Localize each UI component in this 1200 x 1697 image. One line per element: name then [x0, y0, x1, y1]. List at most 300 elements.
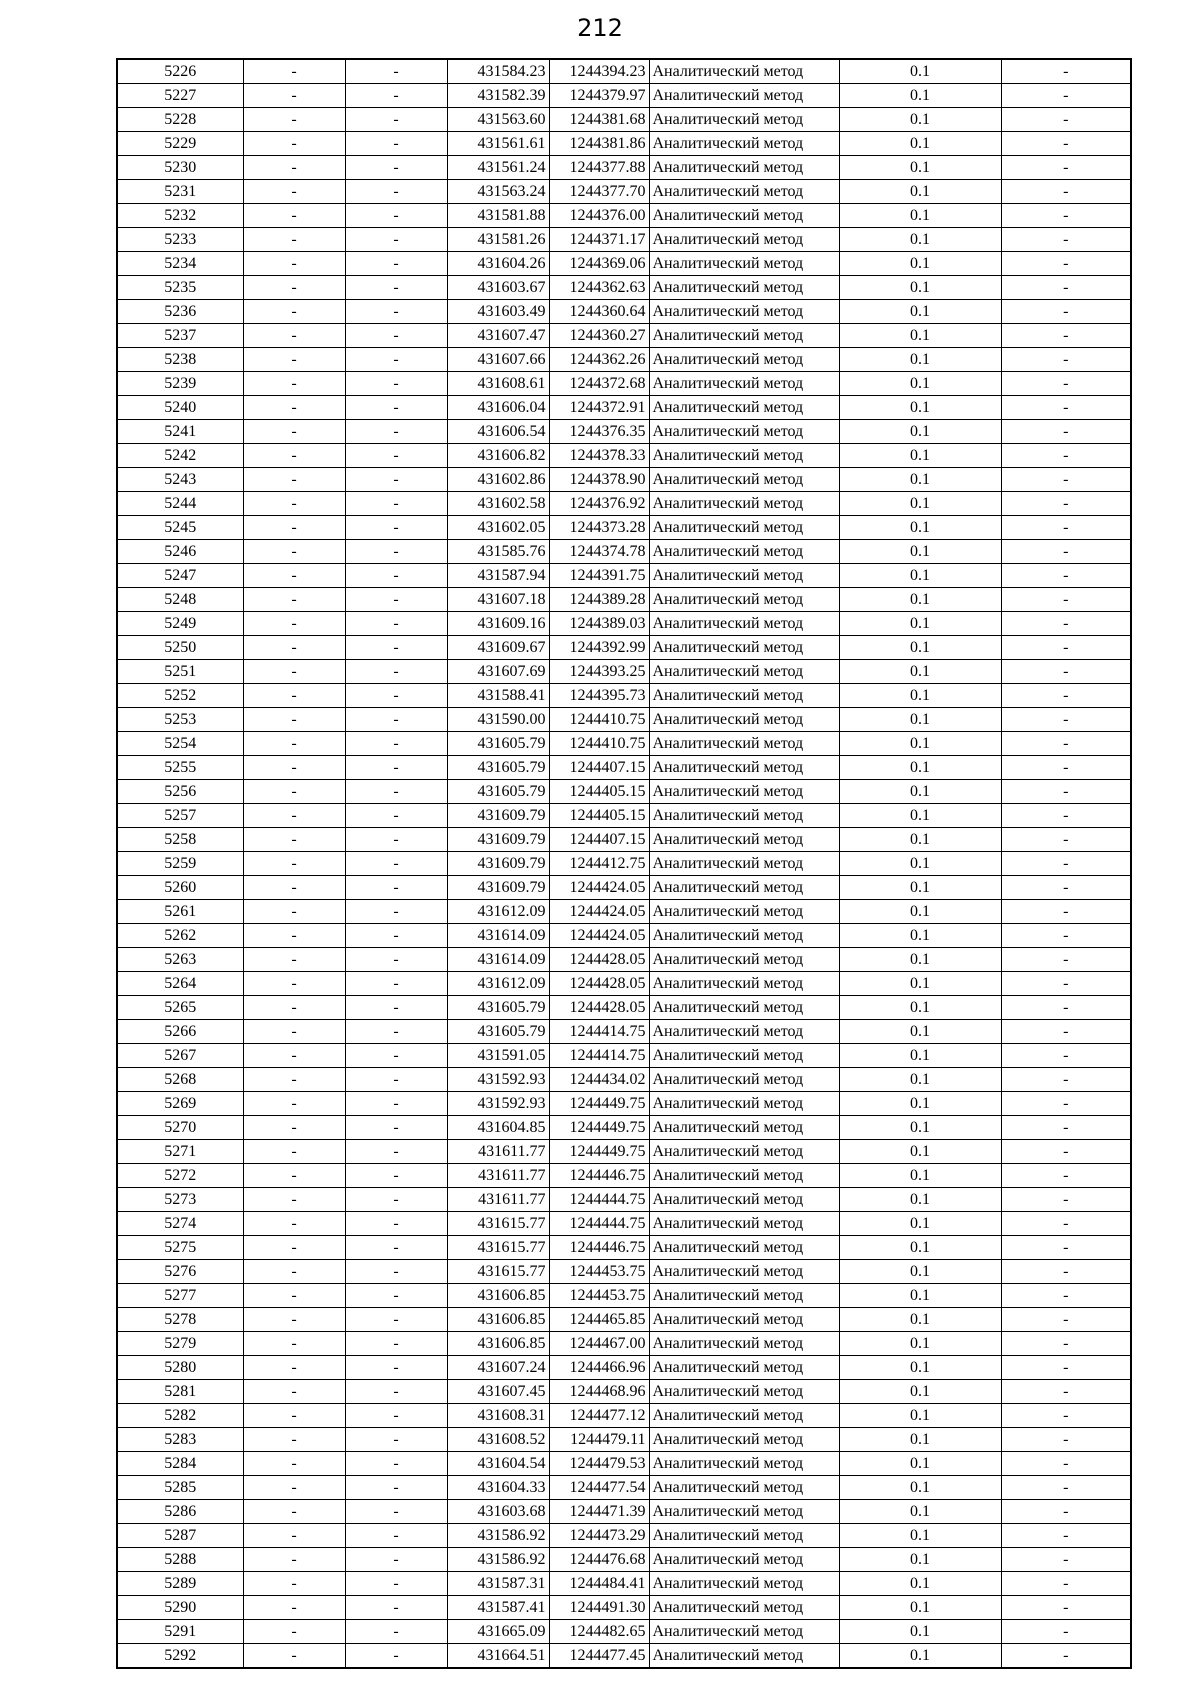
- point-number-cell: 5264: [117, 972, 243, 996]
- x-coordinate-cell: 431606.85: [447, 1284, 549, 1308]
- col8-cell: -: [1001, 59, 1131, 84]
- accuracy-cell: 0.1: [839, 492, 1001, 516]
- col3-cell: -: [345, 84, 447, 108]
- method-cell: Аналитический метод: [649, 828, 839, 852]
- table-row: [117, 540, 1131, 564]
- method-cell: Аналитический метод: [649, 1116, 839, 1140]
- point-number-cell: 5251: [117, 660, 243, 684]
- col2-cell: -: [243, 540, 345, 564]
- col3-cell: -: [345, 348, 447, 372]
- col3-cell: -: [345, 1404, 447, 1428]
- col8-cell: -: [1001, 900, 1131, 924]
- col8-cell: -: [1001, 564, 1131, 588]
- table-row: [117, 708, 1131, 732]
- col8-cell: -: [1001, 1188, 1131, 1212]
- col8-cell: -: [1001, 1428, 1131, 1452]
- col8-cell: -: [1001, 1260, 1131, 1284]
- table-row: [117, 1476, 1131, 1500]
- col3-cell: -: [345, 996, 447, 1020]
- y-coordinate-cell: 1244453.75: [549, 1260, 649, 1284]
- y-coordinate-cell: 1244424.05: [549, 876, 649, 900]
- col3-cell: -: [345, 1236, 447, 1260]
- y-coordinate-cell: 1244477.12: [549, 1404, 649, 1428]
- table-row: [117, 1020, 1131, 1044]
- col8-cell: -: [1001, 1596, 1131, 1620]
- x-coordinate-cell: 431603.67: [447, 276, 549, 300]
- method-cell: Аналитический метод: [649, 1380, 839, 1404]
- table-row: [117, 972, 1131, 996]
- method-cell: Аналитический метод: [649, 252, 839, 276]
- method-cell: Аналитический метод: [649, 564, 839, 588]
- table-row: [117, 1188, 1131, 1212]
- point-number-cell: 5280: [117, 1356, 243, 1380]
- col2-cell: -: [243, 1092, 345, 1116]
- col8-cell: -: [1001, 732, 1131, 756]
- col8-cell: -: [1001, 948, 1131, 972]
- x-coordinate-cell: 431604.85: [447, 1116, 549, 1140]
- table-row: [117, 1116, 1131, 1140]
- table-row: [117, 204, 1131, 228]
- y-coordinate-cell: 1244453.75: [549, 1284, 649, 1308]
- col2-cell: -: [243, 1044, 345, 1068]
- col3-cell: -: [345, 756, 447, 780]
- y-coordinate-cell: 1244473.29: [549, 1524, 649, 1548]
- col3-cell: -: [345, 1020, 447, 1044]
- col2-cell: -: [243, 1404, 345, 1428]
- x-coordinate-cell: 431606.04: [447, 396, 549, 420]
- col8-cell: -: [1001, 420, 1131, 444]
- table-row: [117, 372, 1131, 396]
- method-cell: Аналитический метод: [649, 972, 839, 996]
- col2-cell: -: [243, 828, 345, 852]
- point-number-cell: 5242: [117, 444, 243, 468]
- col8-cell: -: [1001, 1500, 1131, 1524]
- col2-cell: -: [243, 756, 345, 780]
- point-number-cell: 5269: [117, 1092, 243, 1116]
- method-cell: Аналитический метод: [649, 180, 839, 204]
- accuracy-cell: 0.1: [839, 1404, 1001, 1428]
- method-cell: Аналитический метод: [649, 804, 839, 828]
- y-coordinate-cell: 1244395.73: [549, 684, 649, 708]
- col2-cell: -: [243, 132, 345, 156]
- method-cell: Аналитический метод: [649, 1020, 839, 1044]
- accuracy-cell: 0.1: [839, 588, 1001, 612]
- table-row: [117, 1236, 1131, 1260]
- col2-cell: -: [243, 300, 345, 324]
- x-coordinate-cell: 431604.54: [447, 1452, 549, 1476]
- y-coordinate-cell: 1244394.23: [549, 59, 649, 84]
- col3-cell: -: [345, 540, 447, 564]
- table-row: [117, 228, 1131, 252]
- col8-cell: -: [1001, 588, 1131, 612]
- y-coordinate-cell: 1244491.30: [549, 1596, 649, 1620]
- point-number-cell: 5238: [117, 348, 243, 372]
- col2-cell: -: [243, 612, 345, 636]
- method-cell: Аналитический метод: [649, 1044, 839, 1068]
- col2-cell: -: [243, 1140, 345, 1164]
- x-coordinate-cell: 431587.41: [447, 1596, 549, 1620]
- col8-cell: -: [1001, 444, 1131, 468]
- method-cell: Аналитический метод: [649, 996, 839, 1020]
- point-number-cell: 5279: [117, 1332, 243, 1356]
- y-coordinate-cell: 1244484.41: [549, 1572, 649, 1596]
- col2-cell: -: [243, 732, 345, 756]
- method-cell: Аналитический метод: [649, 108, 839, 132]
- col3-cell: -: [345, 468, 447, 492]
- col3-cell: -: [345, 1092, 447, 1116]
- accuracy-cell: 0.1: [839, 1428, 1001, 1452]
- point-number-cell: 5284: [117, 1452, 243, 1476]
- accuracy-cell: 0.1: [839, 1116, 1001, 1140]
- table-row: [117, 156, 1131, 180]
- accuracy-cell: 0.1: [839, 900, 1001, 924]
- x-coordinate-cell: 431586.92: [447, 1524, 549, 1548]
- col2-cell: -: [243, 1428, 345, 1452]
- col3-cell: -: [345, 1452, 447, 1476]
- accuracy-cell: 0.1: [839, 804, 1001, 828]
- accuracy-cell: 0.1: [839, 636, 1001, 660]
- y-coordinate-cell: 1244362.26: [549, 348, 649, 372]
- x-coordinate-cell: 431606.82: [447, 444, 549, 468]
- col8-cell: -: [1001, 1380, 1131, 1404]
- table-row: [117, 612, 1131, 636]
- col3-cell: -: [345, 132, 447, 156]
- y-coordinate-cell: 1244428.05: [549, 996, 649, 1020]
- col3-cell: -: [345, 252, 447, 276]
- col3-cell: -: [345, 876, 447, 900]
- accuracy-cell: 0.1: [839, 1356, 1001, 1380]
- y-coordinate-cell: 1244449.75: [549, 1116, 649, 1140]
- col3-cell: -: [345, 972, 447, 996]
- accuracy-cell: 0.1: [839, 564, 1001, 588]
- point-number-cell: 5287: [117, 1524, 243, 1548]
- point-number-cell: 5231: [117, 180, 243, 204]
- y-coordinate-cell: 1244424.05: [549, 924, 649, 948]
- point-number-cell: 5283: [117, 1428, 243, 1452]
- x-coordinate-cell: 431611.77: [447, 1140, 549, 1164]
- accuracy-cell: 0.1: [839, 276, 1001, 300]
- y-coordinate-cell: 1244428.05: [549, 972, 649, 996]
- col8-cell: -: [1001, 108, 1131, 132]
- table-row: [117, 108, 1131, 132]
- col2-cell: -: [243, 156, 345, 180]
- accuracy-cell: 0.1: [839, 876, 1001, 900]
- col3-cell: -: [345, 1308, 447, 1332]
- col8-cell: -: [1001, 924, 1131, 948]
- col8-cell: -: [1001, 780, 1131, 804]
- x-coordinate-cell: 431608.61: [447, 372, 549, 396]
- x-coordinate-cell: 431615.77: [447, 1236, 549, 1260]
- y-coordinate-cell: 1244468.96: [549, 1380, 649, 1404]
- point-number-cell: 5254: [117, 732, 243, 756]
- x-coordinate-cell: 431605.79: [447, 756, 549, 780]
- col8-cell: -: [1001, 996, 1131, 1020]
- accuracy-cell: 0.1: [839, 252, 1001, 276]
- x-coordinate-cell: 431591.05: [447, 1044, 549, 1068]
- y-coordinate-cell: 1244360.64: [549, 300, 649, 324]
- x-coordinate-cell: 431592.93: [447, 1092, 549, 1116]
- point-number-cell: 5271: [117, 1140, 243, 1164]
- col3-cell: -: [345, 1188, 447, 1212]
- point-number-cell: 5240: [117, 396, 243, 420]
- x-coordinate-cell: 431592.93: [447, 1068, 549, 1092]
- method-cell: Аналитический метод: [649, 420, 839, 444]
- table-row: [117, 1284, 1131, 1308]
- col2-cell: -: [243, 1524, 345, 1548]
- col8-cell: -: [1001, 228, 1131, 252]
- col2-cell: -: [243, 1644, 345, 1669]
- col3-cell: -: [345, 1140, 447, 1164]
- col8-cell: -: [1001, 756, 1131, 780]
- col2-cell: -: [243, 1476, 345, 1500]
- point-number-cell: 5256: [117, 780, 243, 804]
- col8-cell: -: [1001, 708, 1131, 732]
- col8-cell: -: [1001, 1068, 1131, 1092]
- point-number-cell: 5277: [117, 1284, 243, 1308]
- x-coordinate-cell: 431607.66: [447, 348, 549, 372]
- col2-cell: -: [243, 1188, 345, 1212]
- x-coordinate-cell: 431615.77: [447, 1212, 549, 1236]
- point-number-cell: 5276: [117, 1260, 243, 1284]
- col8-cell: -: [1001, 540, 1131, 564]
- point-number-cell: 5258: [117, 828, 243, 852]
- point-number-cell: 5228: [117, 108, 243, 132]
- x-coordinate-cell: 431584.23: [447, 59, 549, 84]
- table-row: [117, 492, 1131, 516]
- method-cell: Аналитический метод: [649, 852, 839, 876]
- x-coordinate-cell: 431602.86: [447, 468, 549, 492]
- x-coordinate-cell: 431608.31: [447, 1404, 549, 1428]
- col3-cell: -: [345, 1164, 447, 1188]
- x-coordinate-cell: 431607.24: [447, 1356, 549, 1380]
- col3-cell: -: [345, 324, 447, 348]
- accuracy-cell: 0.1: [839, 1572, 1001, 1596]
- method-cell: Аналитический метод: [649, 1428, 839, 1452]
- col8-cell: -: [1001, 276, 1131, 300]
- accuracy-cell: 0.1: [839, 1332, 1001, 1356]
- x-coordinate-cell: 431609.79: [447, 852, 549, 876]
- x-coordinate-cell: 431581.26: [447, 228, 549, 252]
- col8-cell: -: [1001, 1332, 1131, 1356]
- col8-cell: -: [1001, 516, 1131, 540]
- method-cell: Аналитический метод: [649, 1500, 839, 1524]
- table-row: [117, 1332, 1131, 1356]
- accuracy-cell: 0.1: [839, 1020, 1001, 1044]
- accuracy-cell: 0.1: [839, 1260, 1001, 1284]
- accuracy-cell: 0.1: [839, 780, 1001, 804]
- method-cell: Аналитический метод: [649, 348, 839, 372]
- point-number-cell: 5246: [117, 540, 243, 564]
- x-coordinate-cell: 431609.16: [447, 612, 549, 636]
- x-coordinate-cell: 431608.52: [447, 1428, 549, 1452]
- method-cell: Аналитический метод: [649, 1260, 839, 1284]
- col2-cell: -: [243, 1452, 345, 1476]
- x-coordinate-cell: 431606.85: [447, 1308, 549, 1332]
- accuracy-cell: 0.1: [839, 996, 1001, 1020]
- col2-cell: -: [243, 780, 345, 804]
- y-coordinate-cell: 1244467.00: [549, 1332, 649, 1356]
- method-cell: Аналитический метод: [649, 780, 839, 804]
- table-row: [117, 180, 1131, 204]
- point-number-cell: 5278: [117, 1308, 243, 1332]
- accuracy-cell: 0.1: [839, 756, 1001, 780]
- method-cell: Аналитический метод: [649, 132, 839, 156]
- point-number-cell: 5275: [117, 1236, 243, 1260]
- accuracy-cell: 0.1: [839, 852, 1001, 876]
- col8-cell: -: [1001, 636, 1131, 660]
- table-row: [117, 1428, 1131, 1452]
- col3-cell: -: [345, 1380, 447, 1404]
- accuracy-cell: 0.1: [839, 1212, 1001, 1236]
- table-row: [117, 732, 1131, 756]
- col3-cell: -: [345, 1068, 447, 1092]
- point-number-cell: 5267: [117, 1044, 243, 1068]
- method-cell: Аналитический метод: [649, 1644, 839, 1669]
- y-coordinate-cell: 1244393.25: [549, 660, 649, 684]
- col2-cell: -: [243, 84, 345, 108]
- method-cell: Аналитический метод: [649, 1236, 839, 1260]
- method-cell: Аналитический метод: [649, 1596, 839, 1620]
- x-coordinate-cell: 431612.09: [447, 972, 549, 996]
- x-coordinate-cell: 431588.41: [447, 684, 549, 708]
- x-coordinate-cell: 431611.77: [447, 1164, 549, 1188]
- table-row: [117, 1596, 1131, 1620]
- col2-cell: -: [243, 59, 345, 84]
- method-cell: Аналитический метод: [649, 1404, 839, 1428]
- method-cell: Аналитический метод: [649, 876, 839, 900]
- col2-cell: -: [243, 636, 345, 660]
- accuracy-cell: 0.1: [839, 1548, 1001, 1572]
- method-cell: Аналитический метод: [649, 1140, 839, 1164]
- table-row: [117, 1620, 1131, 1644]
- point-number-cell: 5255: [117, 756, 243, 780]
- point-number-cell: 5245: [117, 516, 243, 540]
- method-cell: Аналитический метод: [649, 1212, 839, 1236]
- accuracy-cell: 0.1: [839, 1524, 1001, 1548]
- accuracy-cell: 0.1: [839, 1644, 1001, 1669]
- table-row: [117, 828, 1131, 852]
- x-coordinate-cell: 431587.94: [447, 564, 549, 588]
- method-cell: Аналитический метод: [649, 1068, 839, 1092]
- point-number-cell: 5235: [117, 276, 243, 300]
- y-coordinate-cell: 1244360.27: [549, 324, 649, 348]
- col3-cell: -: [345, 276, 447, 300]
- table-row: [117, 804, 1131, 828]
- y-coordinate-cell: 1244372.91: [549, 396, 649, 420]
- col8-cell: -: [1001, 324, 1131, 348]
- col8-cell: -: [1001, 348, 1131, 372]
- col8-cell: -: [1001, 1044, 1131, 1068]
- accuracy-cell: 0.1: [839, 1500, 1001, 1524]
- accuracy-cell: 0.1: [839, 204, 1001, 228]
- y-coordinate-cell: 1244389.28: [549, 588, 649, 612]
- accuracy-cell: 0.1: [839, 1380, 1001, 1404]
- method-cell: Аналитический метод: [649, 900, 839, 924]
- y-coordinate-cell: 1244410.75: [549, 732, 649, 756]
- col3-cell: -: [345, 300, 447, 324]
- col3-cell: -: [345, 900, 447, 924]
- accuracy-cell: 0.1: [839, 468, 1001, 492]
- accuracy-cell: 0.1: [839, 708, 1001, 732]
- point-number-cell: 5282: [117, 1404, 243, 1428]
- table-row: [117, 132, 1131, 156]
- x-coordinate-cell: 431604.26: [447, 252, 549, 276]
- col3-cell: -: [345, 444, 447, 468]
- point-number-cell: 5273: [117, 1188, 243, 1212]
- col8-cell: -: [1001, 1020, 1131, 1044]
- col2-cell: -: [243, 420, 345, 444]
- col8-cell: -: [1001, 1308, 1131, 1332]
- accuracy-cell: 0.1: [839, 660, 1001, 684]
- y-coordinate-cell: 1244449.75: [549, 1140, 649, 1164]
- method-cell: Аналитический метод: [649, 1572, 839, 1596]
- accuracy-cell: 0.1: [839, 59, 1001, 84]
- col2-cell: -: [243, 660, 345, 684]
- y-coordinate-cell: 1244410.75: [549, 708, 649, 732]
- x-coordinate-cell: 431607.18: [447, 588, 549, 612]
- point-number-cell: 5230: [117, 156, 243, 180]
- y-coordinate-cell: 1244377.70: [549, 180, 649, 204]
- col3-cell: -: [345, 180, 447, 204]
- col3-cell: -: [345, 1332, 447, 1356]
- point-number-cell: 5260: [117, 876, 243, 900]
- table-row: [117, 1452, 1131, 1476]
- point-number-cell: 5289: [117, 1572, 243, 1596]
- point-number-cell: 5285: [117, 1476, 243, 1500]
- col2-cell: -: [243, 1236, 345, 1260]
- y-coordinate-cell: 1244428.05: [549, 948, 649, 972]
- col8-cell: -: [1001, 852, 1131, 876]
- x-coordinate-cell: 431664.51: [447, 1644, 549, 1669]
- col2-cell: -: [243, 1212, 345, 1236]
- x-coordinate-cell: 431586.92: [447, 1548, 549, 1572]
- x-coordinate-cell: 431603.49: [447, 300, 549, 324]
- y-coordinate-cell: 1244407.15: [549, 828, 649, 852]
- col2-cell: -: [243, 1380, 345, 1404]
- col2-cell: -: [243, 924, 345, 948]
- col3-cell: -: [345, 852, 447, 876]
- accuracy-cell: 0.1: [839, 1476, 1001, 1500]
- y-coordinate-cell: 1244374.78: [549, 540, 649, 564]
- accuracy-cell: 0.1: [839, 396, 1001, 420]
- accuracy-cell: 0.1: [839, 612, 1001, 636]
- table-row: [117, 1572, 1131, 1596]
- point-number-cell: 5226: [117, 59, 243, 84]
- x-coordinate-cell: 431605.79: [447, 732, 549, 756]
- accuracy-cell: 0.1: [839, 372, 1001, 396]
- col8-cell: -: [1001, 660, 1131, 684]
- method-cell: Аналитический метод: [649, 1164, 839, 1188]
- accuracy-cell: 0.1: [839, 1092, 1001, 1116]
- method-cell: Аналитический метод: [649, 708, 839, 732]
- point-number-cell: 5236: [117, 300, 243, 324]
- col2-cell: -: [243, 1068, 345, 1092]
- y-coordinate-cell: 1244371.17: [549, 228, 649, 252]
- point-number-cell: 5243: [117, 468, 243, 492]
- table-row: [117, 876, 1131, 900]
- col2-cell: -: [243, 1260, 345, 1284]
- y-coordinate-cell: 1244381.86: [549, 132, 649, 156]
- coordinates-table: [116, 58, 1132, 1669]
- col3-cell: -: [345, 684, 447, 708]
- x-coordinate-cell: 431605.79: [447, 1020, 549, 1044]
- table-row: [117, 348, 1131, 372]
- x-coordinate-cell: 431561.61: [447, 132, 549, 156]
- method-cell: Аналитический метод: [649, 1188, 839, 1212]
- col2-cell: -: [243, 1020, 345, 1044]
- accuracy-cell: 0.1: [839, 1236, 1001, 1260]
- col2-cell: -: [243, 996, 345, 1020]
